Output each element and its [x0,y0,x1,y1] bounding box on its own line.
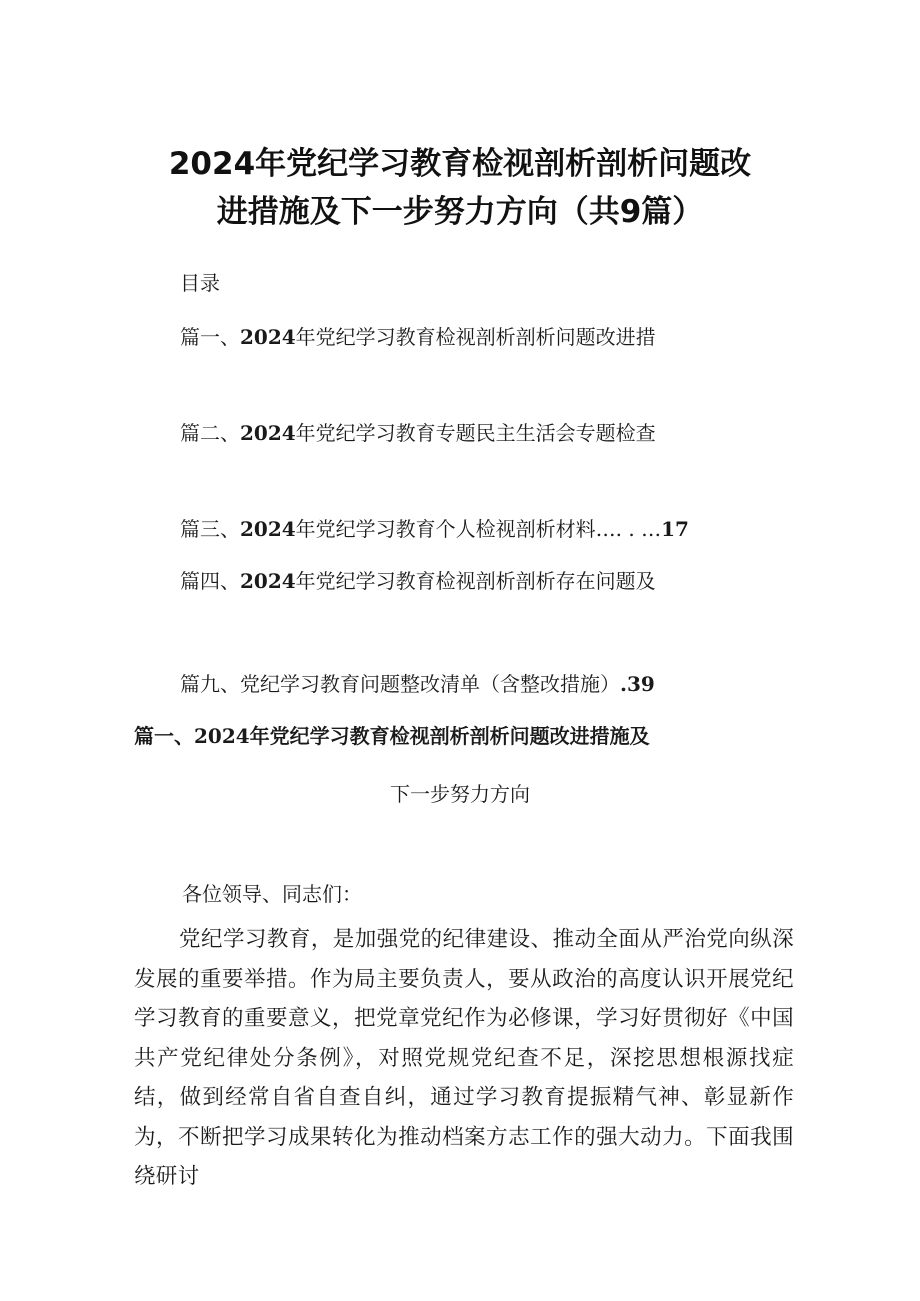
section-heading: 篇一、2024年党纪学习教育检视剖析剖析问题改进措施及 [134,724,650,748]
toc-item-text: 年党纪学习教育专题民主生活会专题检查 [295,421,656,445]
toc-item-year: 2024 [240,569,296,593]
toc-item-1[interactable] [180,321,656,350]
toc-item-prefix: 篇一、 [180,325,240,349]
toc-item-prefix: 篇三、 [180,517,240,541]
toc-heading: 目录 [180,271,220,295]
toc-item-prefix: 篇四、 [180,569,240,593]
toc-item-text: 党纪学习教育问题整改清单（含整改措施） [240,672,620,696]
toc-item-page: 17 [661,517,689,541]
toc-item-year: 2024 [240,517,296,541]
section-subheading: 下一步努力方向 [390,782,530,806]
toc-item-9[interactable] [180,668,655,697]
body-paragraph: 党纪学习教育，是加强党的纪律建设、推动全面从严治党向纵深发展的重要举措。作为局主要负责人，要从政治的高度认识开展党纪学习教育的重要意义，把党章党纪作为必修课，学习好贯彻好《中国共产党纪律处分条例》，对照党规党纪查不足，深挖思想根源找症结，做到经常自省自查自纠，通过学习教育提振精气神、彰显新作为，不断把学习成果转化为推动档案方志工作的强大动力。下面我围绕研讨 [134,927,794,1189]
toc-item-text: 年党纪学习教育个人检视剖析材料…. . … [295,517,662,541]
toc-item-3[interactable] [180,513,689,542]
greeting: 各位领导、同志们： [182,882,362,906]
toc-item-year: 2024 [240,421,296,445]
toc-item-text: 年党纪学习教育检视剖析剖析问题改进措 [295,325,656,349]
toc-item-page: .39 [620,672,655,696]
toc-item-prefix: 篇二、 [180,421,240,445]
document-title-line-1: 2024年党纪学习教育检视剖析剖析问题改 [168,146,752,182]
toc-item-prefix: 篇九、 [180,672,240,696]
document-title-line-2: 进措施及下一步努力方向（共9篇） [216,194,704,230]
toc-item-2[interactable] [180,417,656,446]
toc-item-text: 年党纪学习教育检视剖析剖析存在问题及 [295,569,656,593]
toc-item-year: 2024 [240,325,296,349]
toc-item-4[interactable] [180,565,656,594]
